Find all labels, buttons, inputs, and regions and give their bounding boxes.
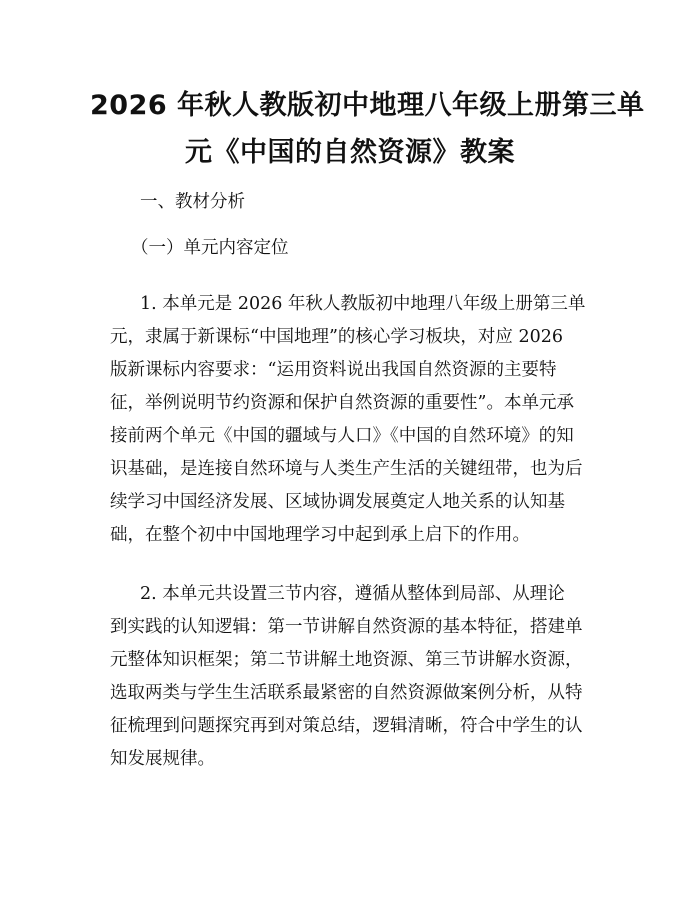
paragraph-line: 到实践的认知逻辑：第一节讲解自然资源的基本特征，搭建单 — [110, 617, 583, 637]
section-heading: 一、教材分析 — [140, 192, 245, 212]
paragraph-line: 识基础，是连接自然环境与人类生产生活的关键纽带，也为后 — [110, 459, 583, 479]
paragraph-line: 接前两个单元《中国的疆域与人口》《中国的自然环境》的知 — [110, 426, 574, 446]
paragraph-line: 元，隶属于新课标“中国地理”的核心学习板块，对应 2026 — [110, 327, 563, 347]
title-line-2: 元《中国的自然资源》教案 — [185, 137, 515, 168]
paragraph-line: 1. 本单元是 2026 年秋人教版初中地理八年级上册第三单 — [140, 294, 586, 314]
paragraph-line: 础，在整个初中中国地理学习中起到承上启下的作用。 — [110, 525, 530, 545]
paragraph-line: 版新课标内容要求：“运用资料说出我国自然资源的主要特 — [110, 360, 557, 380]
title-line-1: 2026 年秋人教版初中地理八年级上册第三单 — [90, 90, 645, 121]
paragraph-2 — [110, 578, 600, 776]
paragraph-line: 2. 本单元共设置三节内容，遵循从整体到局部、从理论 — [140, 584, 565, 604]
paragraph-line: 元整体知识框架；第二节讲解土地资源、第三节讲解水资源， — [110, 650, 583, 670]
paragraph-line: 征，举例说明节约资源和保护自然资源的重要性”。本单元承 — [110, 393, 574, 413]
document-title — [90, 82, 645, 176]
paragraph-line: 知发展规律。 — [110, 749, 215, 769]
paragraph-1 — [110, 288, 600, 552]
paragraph-line: 征梳理到问题探究再到对策总结，逻辑清晰，符合中学生的认 — [110, 716, 583, 736]
paragraph-line: 续学习中国经济发展、区域协调发展奠定人地关系的认知基 — [110, 492, 565, 512]
paragraph-line: 选取两类与学生生活联系最紧密的自然资源做案例分析，从特 — [110, 683, 583, 703]
subsection-heading: （一）单元内容定位 — [131, 238, 289, 258]
